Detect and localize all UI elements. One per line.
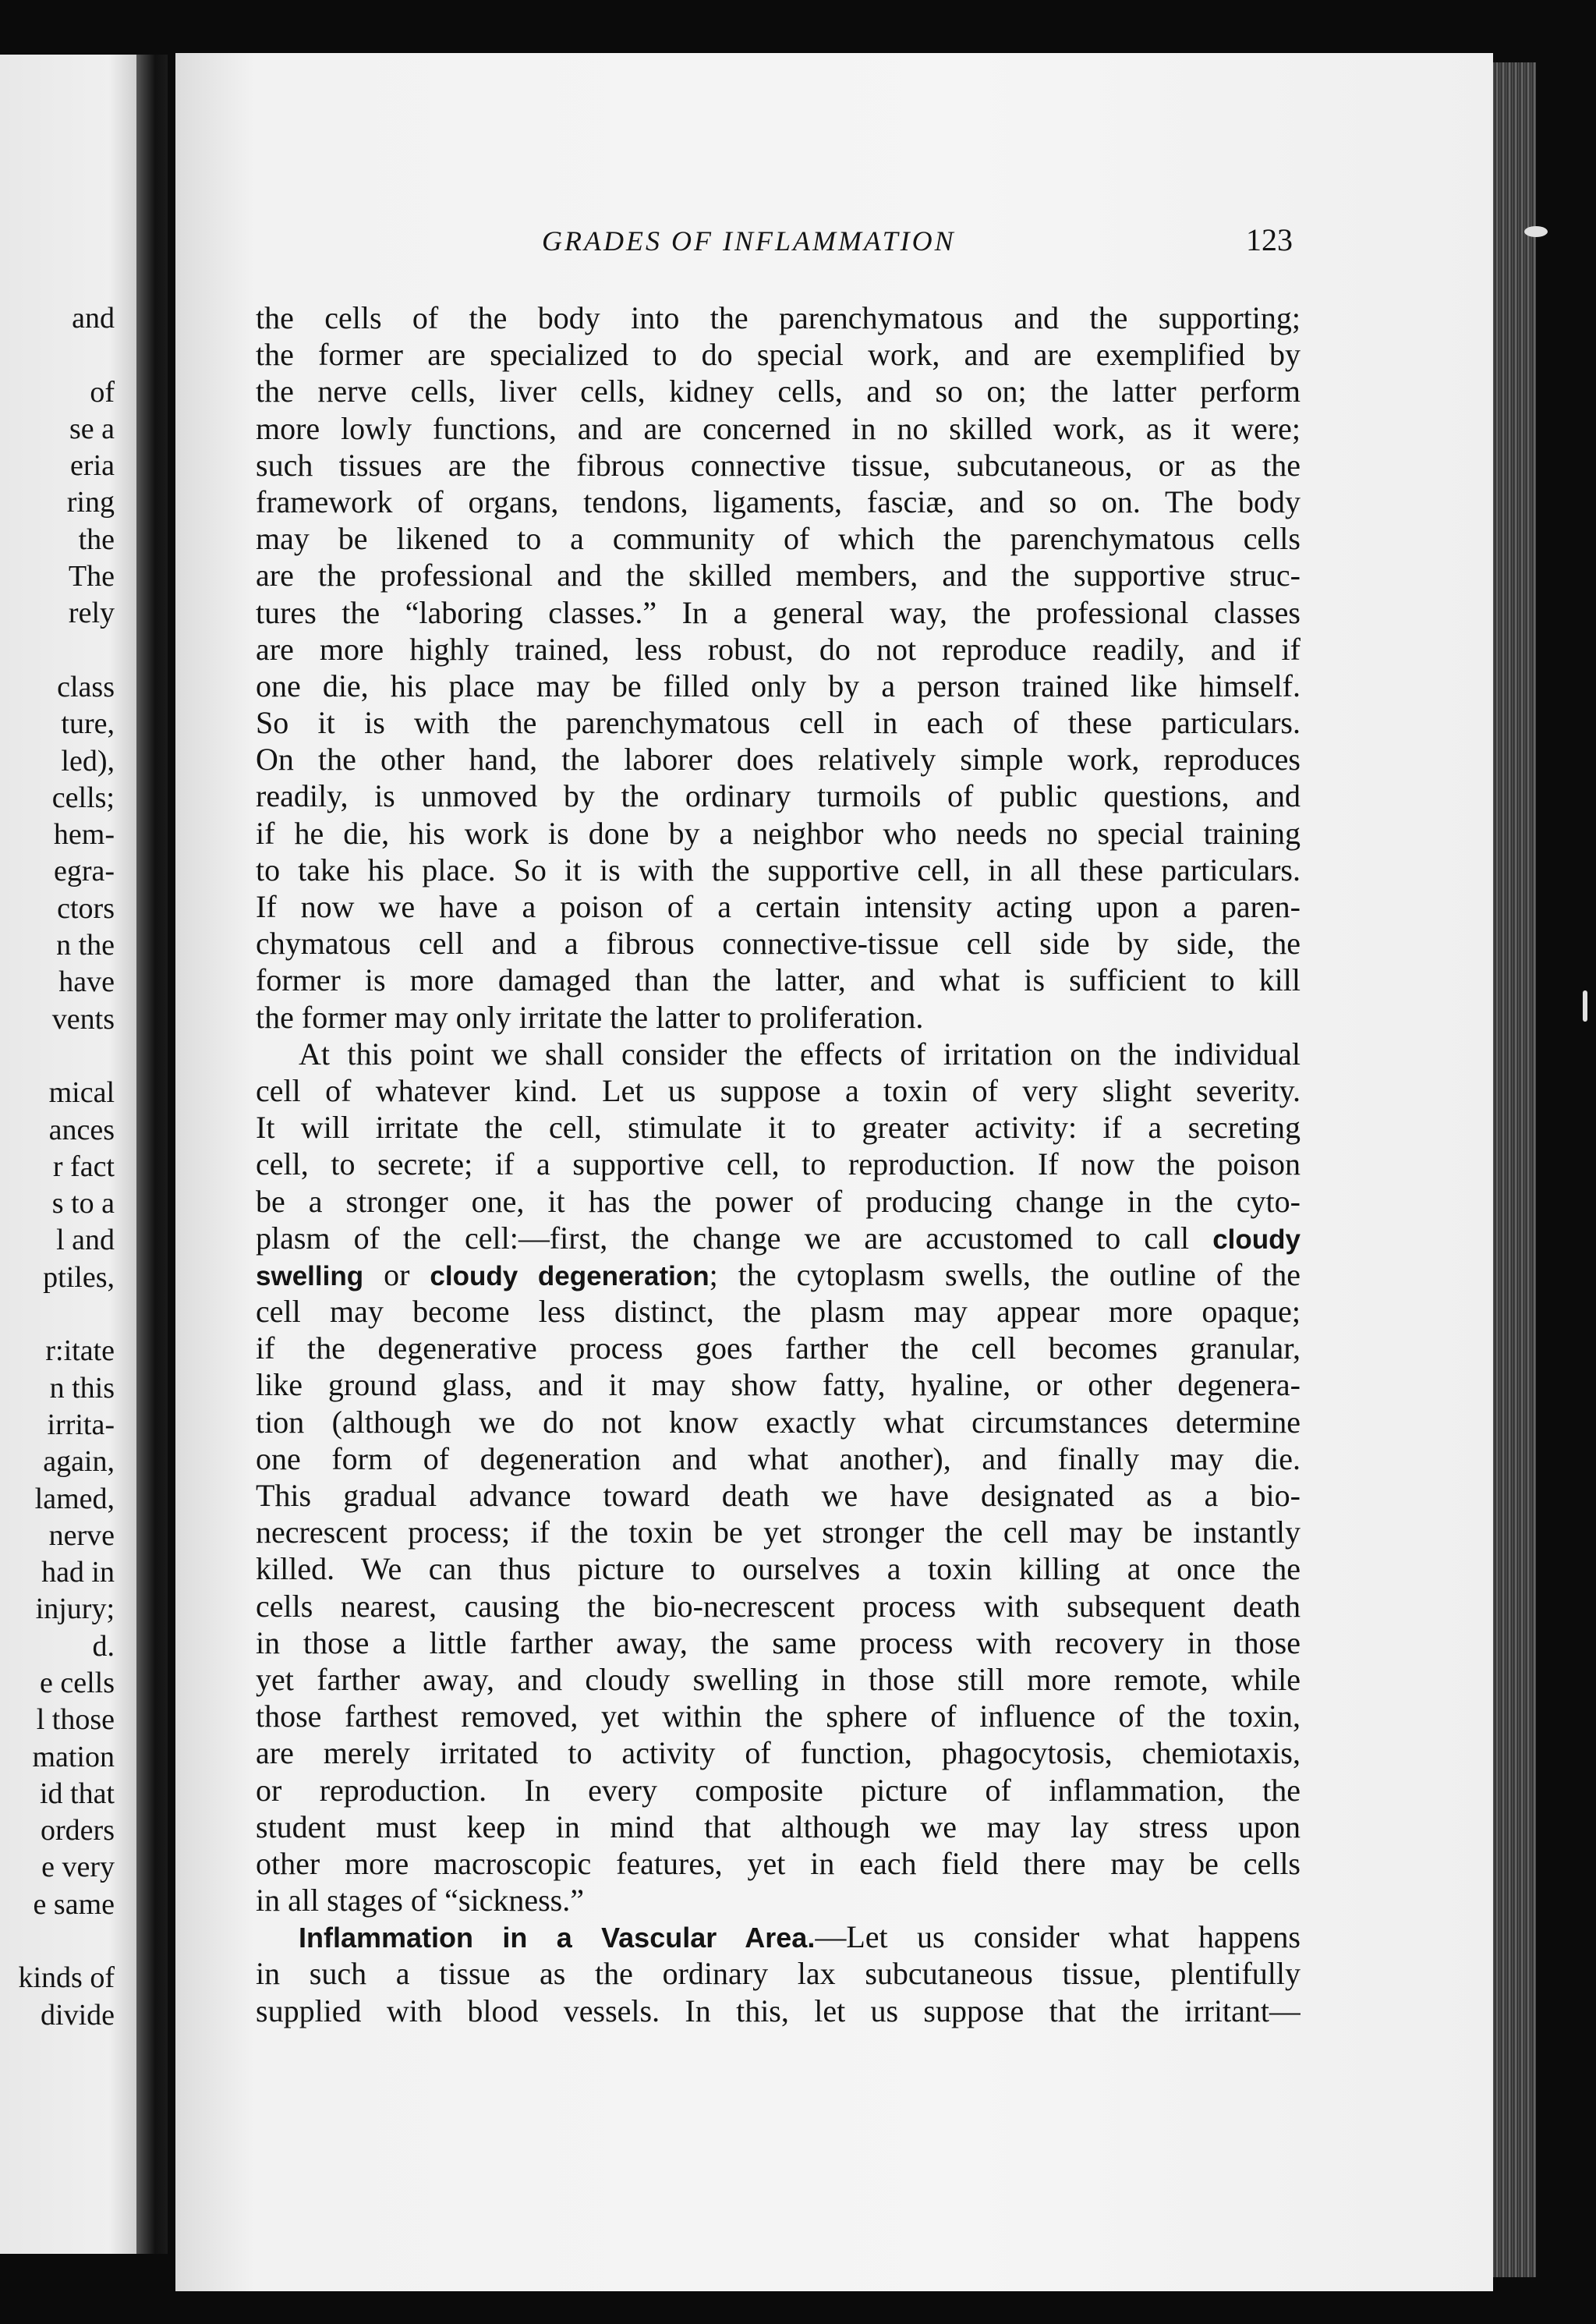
- facing-page-fragment: ptiles,: [43, 1260, 115, 1294]
- facing-page-fragment: kinds of: [18, 1961, 115, 1995]
- text-line: the nerve cells, liver cells, kidney cells, and so on; the latter perform: [256, 374, 1301, 409]
- facing-page-fragment: n this: [49, 1371, 115, 1405]
- text-line: swelling or cloudy degeneration; the cytoplasm swells, the outline of the: [256, 1256, 1301, 1292]
- facing-page-fragment: hem-: [53, 818, 115, 852]
- facing-page-fragment: e very: [41, 1851, 115, 1884]
- facing-page-fragment: and: [72, 302, 115, 335]
- text-line: those farthest removed, yet within the sphere of influence of the toxin,: [256, 1699, 1301, 1734]
- paragraph-cell-classes: [256, 299, 1301, 1036]
- text-line: chymatous cell and a fibrous connective-tissue cell side by side, the: [256, 926, 1301, 962]
- text-line: tures the “laboring classes.” In a general way, the professional classes: [256, 594, 1301, 630]
- book-gutter: [136, 55, 168, 2254]
- facing-page-fragment: se a: [69, 412, 115, 445]
- section-vascular-area: [256, 1918, 1301, 2029]
- text-line: to take his place. So it is with the supportive cell, in all these particulars.: [256, 852, 1301, 887]
- facing-page-fragment: egra-: [53, 855, 115, 888]
- facing-page-fragment: mation: [32, 1740, 115, 1773]
- facing-page-fragment: vents: [51, 1002, 115, 1036]
- facing-page-fragment: lamed,: [34, 1482, 115, 1515]
- text-line: the former are specialized to do special work, and are exemplified by: [256, 337, 1301, 373]
- text-line: At this point we shall consider the effects of irritation on the individual: [299, 1036, 1301, 1072]
- text-line: or reproduction. In every composite picture of inflammation, the: [256, 1772, 1301, 1808]
- facing-page-fragment: ring: [66, 486, 115, 519]
- text-line: If now we have a poison of a certain intensity acting upon a paren-: [256, 889, 1301, 924]
- text-line: one die, his place may be filled only by a person trained like himself.: [256, 668, 1301, 703]
- facing-page-fragment: r fact: [52, 1150, 115, 1183]
- text-line: in those a little farther away, the same process with recovery in those: [256, 1624, 1301, 1660]
- page-blemish: [1583, 990, 1587, 1022]
- text-line: such tissues are the fibrous connective tissue, subcutaneous, or as the: [256, 447, 1301, 483]
- page-number: 123: [1246, 222, 1293, 257]
- section-heading: Inflammation in a Vascular Area.: [299, 1922, 816, 1954]
- text-line: cell of whatever kind. Let us suppose a toxin of very slight severity.: [256, 1072, 1301, 1108]
- text-line: cell, to secrete; if a supportive cell, to reproduction. If now the poison: [256, 1146, 1301, 1182]
- facing-page-fragment: nerve: [48, 1518, 115, 1552]
- facing-page-fragment: l and: [56, 1224, 115, 1257]
- text-line: killed. We can thus picture to ourselves a toxin killing at once the: [256, 1551, 1301, 1587]
- facing-page-fragment: id that: [39, 1777, 115, 1810]
- facing-page-fragment: injury;: [35, 1592, 115, 1626]
- facing-page-fragment: e same: [33, 1887, 115, 1921]
- text-line: one form of degeneration and what another), and finally may die.: [256, 1440, 1301, 1476]
- facing-page-fragment: r:itate: [45, 1334, 115, 1368]
- text-line: if the degenerative process goes farther the cell becomes granular,: [256, 1330, 1301, 1366]
- page-edges: [1493, 62, 1536, 2277]
- facing-page-fragment: mical: [48, 1076, 115, 1110]
- facing-page-fragment: cells;: [51, 781, 115, 814]
- text-line: supplied with blood vessels. In this, let us suppose that the irritant—: [256, 1993, 1301, 2028]
- facing-page-fragment: led),: [61, 744, 115, 778]
- text-line: necrescent process; if the toxin be yet stronger the cell may be instantly: [256, 1514, 1301, 1550]
- facing-page-fragment: e cells: [39, 1666, 115, 1699]
- running-head: GRADES OF INFLAMMATION: [542, 225, 956, 257]
- text-line: the former may only irritate the latter to proliferation.: [256, 999, 924, 1035]
- text-line: tion (although we do not know exactly what circumstances determine: [256, 1404, 1301, 1440]
- facing-page-fragment: ances: [48, 1113, 115, 1146]
- facing-page-fragment: d.: [92, 1629, 115, 1663]
- facing-page-fragment: had in: [41, 1556, 115, 1589]
- term-cloudy-swelling-cont: swelling: [256, 1260, 364, 1291]
- text-line: This gradual advance toward death we have designated as a bio-: [256, 1478, 1301, 1513]
- text-line: in such a tissue as the ordinary lax subcutaneous tissue, plentifully: [256, 1956, 1301, 1992]
- text-line: cell may become less distinct, the plasm may appear more opaque;: [256, 1294, 1301, 1330]
- facing-page-fragment: class: [57, 670, 115, 703]
- text-line: student must keep in mind that although we may lay stress upon: [256, 1809, 1301, 1844]
- text-line: framework of organs, tendons, ligaments, fasciæ, and so on. The body: [256, 484, 1301, 519]
- text-line: yet farther away, and cloudy swelling in those still more remote, while: [256, 1661, 1301, 1697]
- text-line: It will irritate the cell, stimulate it to greater activity: if a secreting: [256, 1110, 1301, 1146]
- facing-page-fragment: the: [78, 523, 115, 556]
- text-line: readily, is unmoved by the ordinary turmoils of public questions, and: [256, 778, 1301, 814]
- text-line: On the other hand, the laborer does relatively simple work, reproduces: [256, 742, 1301, 778]
- facing-page-fragment: of: [90, 375, 115, 409]
- text-line: if he die, his work is done by a neighbor who needs no special training: [256, 815, 1301, 851]
- section-heading-line: Inflammation in a Vascular Area.—Let us consider what happens: [299, 1919, 1301, 1955]
- paragraph-grades-of-irritation: [256, 1036, 1301, 1919]
- facing-page-text: [0, 300, 115, 2034]
- text-line: be a stronger one, it has the power of producing change in the cyto-: [256, 1183, 1301, 1219]
- facing-page-fragment: n the: [56, 929, 115, 962]
- facing-page-fragment: l those: [36, 1703, 115, 1737]
- facing-page-fragment: s to a: [51, 1187, 115, 1220]
- text-line: other more macroscopic features, yet in each field there may be cells: [256, 1845, 1301, 1881]
- text-line: may be likened to a community of which the parenchymatous cells: [256, 521, 1301, 557]
- text-line: like ground glass, and it may show fatty, hyaline, or other degenera-: [256, 1367, 1301, 1403]
- facing-page-fragment: The: [68, 560, 115, 593]
- text-line: So it is with the parenchymatous cell in each of these particulars.: [256, 705, 1301, 741]
- body-text: [256, 299, 1301, 2029]
- facing-page-fragment: eria: [70, 449, 115, 483]
- text-line: the cells of the body into the parenchymatous and the supporting;: [256, 300, 1301, 335]
- text-line: are merely irritated to activity of function, phagocytosis, chemiotaxis,: [256, 1735, 1301, 1771]
- text-line: former is more damaged than the latter, and what is sufficient to kill: [256, 962, 1301, 998]
- text-line: are the professional and the skilled members, and the supportive struc-: [256, 558, 1301, 593]
- facing-page-fragment: have: [58, 965, 115, 999]
- facing-page-fragment: divide: [41, 1998, 115, 2032]
- facing-page-fragment: ctors: [57, 891, 115, 925]
- page-blemish: [1524, 226, 1548, 237]
- facing-page: [0, 55, 136, 2254]
- facing-page-fragment: again,: [43, 1445, 115, 1479]
- text-line: are more highly trained, less robust, do not reproduce readily, and if: [256, 631, 1301, 667]
- facing-page-fragment: ture,: [61, 707, 115, 741]
- term-cloudy-swelling: cloudy: [1212, 1224, 1301, 1255]
- facing-page-fragment: orders: [41, 1814, 115, 1848]
- facing-page-fragment: irrita-: [47, 1408, 115, 1441]
- text-line: plasm of the cell:—first, the change we are accustomed to call cloudy: [256, 1220, 1301, 1256]
- term-cloudy-degeneration: cloudy degeneration: [430, 1260, 710, 1291]
- facing-page-fragment: rely: [68, 597, 115, 630]
- text-line: more lowly functions, and are concerned in no skilled work, as it were;: [256, 410, 1301, 446]
- text-line: cells nearest, causing the bio-necrescent process with subsequent death: [256, 1588, 1301, 1624]
- text-line: in all stages of “sickness.”: [256, 1883, 584, 1918]
